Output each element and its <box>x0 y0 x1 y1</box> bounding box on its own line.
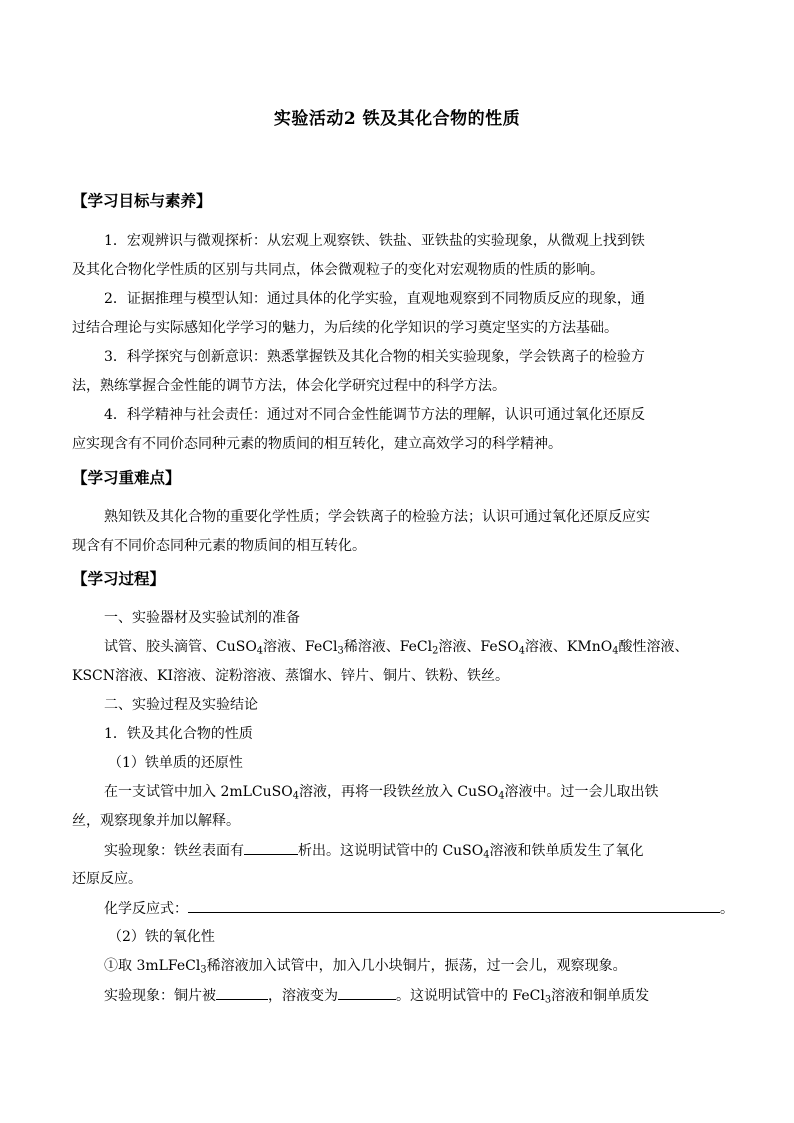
key-points-line2: 现含有不同价态同种元素的物质间的相互转化。 <box>72 538 366 554</box>
key-points-line1: 熟知铁及其化合物的重要化学性质；学会铁离子的检验方法；认识可通过氧化还原反应实 <box>104 509 650 525</box>
part2-title: 二、实验过程及实验结论 <box>104 697 258 713</box>
goal-4-line1: 4．科学精神与社会责任：通过对不同合金性能调节方法的理解，认识可通过氧化还原反 <box>104 407 645 423</box>
goal-4-line2: 应实现含有不同价态同种元素的物质间的相互转化，建立高效学习的科学精神。 <box>72 436 562 452</box>
reagents-line1: 试管、胶头滴管、CuSO$_4$溶液、FeCl$_3$稀溶液、FeCl$_2$溶液、FeSO$_4$溶液、KMnO$_4$酸性溶液、 <box>104 639 689 657</box>
sub1-title: 1．铁及其化合物的性质 <box>104 726 253 742</box>
goal-2-line2: 过结合理论与实际感知化学学习的魅力，为后续的化学知识的学习奠定坚实的方法基础。 <box>72 320 618 336</box>
section-heading-key-points: 【学习重难点】 <box>72 468 181 487</box>
section-heading-goals: 【学习目标与素养】 <box>72 191 212 210</box>
answer-blank[interactable] <box>244 840 298 855</box>
sub1-1-title: （1）铁单质的还原性 <box>108 755 243 771</box>
goal-1-line1: 1．宏观辨识与微观探析：从宏观上观察铁、铁盐、亚铁盐的实验现象，从微观上找到铁 <box>104 233 645 249</box>
answer-blank[interactable] <box>338 985 396 1000</box>
equation-blank[interactable] <box>188 898 720 913</box>
observation1-line1: 实验现象：铁丝表面有 析出。这说明试管中的 CuSO$_4$溶液和铁单质发生了氧化 <box>104 840 764 861</box>
page-title: 实验活动2 铁及其化合物的性质 <box>273 109 521 129</box>
reagents-line2: KSCN溶液、KI溶液、淀粉溶液、蒸馏水、锌片、铜片、铁粉、铁丝。 <box>72 668 509 684</box>
goal-2-line1: 2．证据推理与模型认知：通过具体的化学实验，直观地观察到不同物质反应的现象，通 <box>104 291 645 307</box>
part1-title: 一、实验器材及实验试剂的准备 <box>104 610 300 626</box>
experiment2-line1: ①取 3mLFeCl$_3$稀溶液加入试管中，加入几小块铜片，振荡，过一会儿，观察现象。 <box>104 958 627 976</box>
equation-line: 化学反应式： 。 <box>104 898 764 919</box>
experiment1-line1: 在一支试管中加入 2mLCuSO$_4$溶液，再将一段铁丝放入 CuSO$_4$溶液中。过一会儿取出铁 <box>104 784 659 802</box>
section-heading-process: 【学习过程】 <box>72 569 166 588</box>
goal-3-line2: 法，熟练掌握合金性能的调节方法，体会化学研究过程中的科学方法。 <box>72 378 506 394</box>
experiment1-line2: 丝，观察现象并加以解释。 <box>72 813 240 829</box>
sub1-2-title: （2）铁的氧化性 <box>108 929 215 945</box>
answer-blank[interactable] <box>216 985 268 1000</box>
observation1-line2: 还原反应。 <box>72 871 142 887</box>
goal-1-line2: 及其化合物化学性质的区别与共同点，体会微观粒子的变化对宏观物质的性质的影响。 <box>72 262 604 278</box>
observation2-line1: 实验现象：铜片被 ，溶液变为 。这说明试管中的 FeCl$_3$溶液和铜单质发 <box>104 985 764 1006</box>
goal-3-line1: 3．科学探究与创新意识：熟悉掌握铁及其化合物的相关实验现象，学会铁离子的检验方 <box>104 349 645 365</box>
